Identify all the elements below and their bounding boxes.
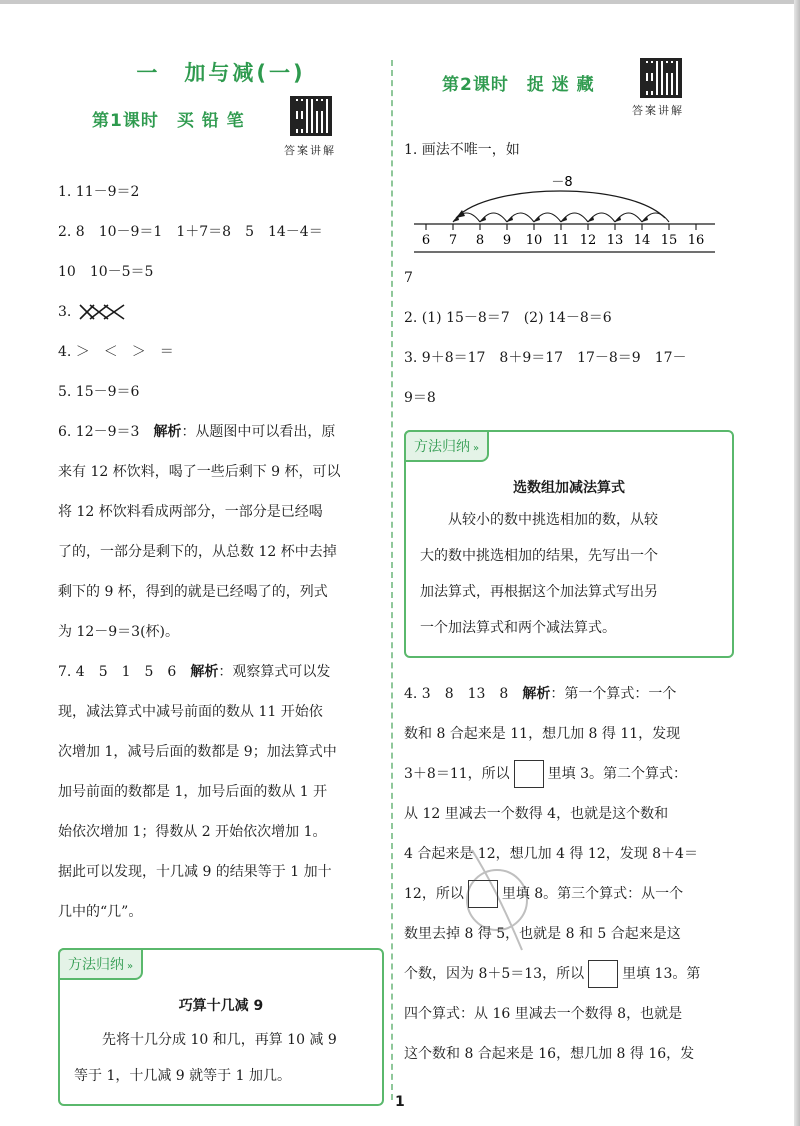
method-box-right	[404, 430, 734, 658]
answer-4-text: 里填 3。第二个算式：	[547, 766, 687, 782]
answer-7-text: 几中的“几”。	[58, 904, 143, 920]
tick-label: 11	[552, 233, 570, 248]
method-text: 先将十几分成 10 和几，再算 10 减 9	[102, 1032, 337, 1048]
hop-arrowhead	[453, 216, 459, 222]
answer-7	[58, 652, 384, 932]
lesson-header	[58, 94, 384, 172]
answer-4-text: 数里去掉 8 得 5，也就是 8 和 5 合起来是这	[404, 926, 681, 942]
method-text: 加法算式，再根据这个加法算式写出另	[420, 584, 658, 600]
answer-3: 3. 9＋8＝17 8＋9＝17 17－8＝9 17－	[404, 350, 687, 366]
qr-code-icon[interactable]	[640, 58, 682, 98]
answer-4-text: 四个算式：从 16 里减去一个数得 8，也就是	[404, 1006, 683, 1022]
hop-arrowhead	[615, 216, 621, 222]
lesson-title: 第2课时 捉 迷 藏	[442, 75, 595, 95]
answer-4-text: 从 12 里减去一个数得 4，也就是这个数和	[404, 806, 669, 822]
answer-7-text: 据此可以发现，十几减 9 的结果等于 1 加十	[58, 864, 332, 880]
tick-label: 10	[525, 233, 543, 248]
lesson-header	[404, 58, 734, 130]
method-title: 选数组加减法算式	[513, 480, 625, 496]
analysis-label: 解析	[153, 424, 182, 440]
answer-1: 1. 11－9＝2	[58, 184, 140, 200]
answer-3-label: 3.	[58, 304, 72, 320]
answer-2: 2. 8 10－9＝1 1＋7＝8 5 14－4＝	[58, 224, 323, 240]
answer-3-cont: 9＝8	[404, 390, 436, 406]
analysis-label: 解析	[190, 664, 219, 680]
page-right-edge	[794, 0, 800, 1126]
answer-4-text: 个数，因为 8＋5＝13，所以	[404, 966, 585, 982]
answer-6-text: 剩下的 9 杯，得到的就是已经喝了的，列式	[58, 584, 328, 600]
page-number: 1	[395, 1094, 405, 1110]
answer-2-cont: 10 10－5＝5	[58, 264, 154, 280]
tick-label: 16	[687, 233, 705, 248]
watermark-stamp	[462, 830, 532, 970]
answer-4-text: 3＋8＝11，所以	[404, 766, 510, 782]
answer-6-text: 了的，一部分是剩下的，从总数 12 杯中去掉	[58, 544, 337, 560]
answer-4-head: 4. 3 8 13 8	[404, 686, 509, 702]
tick-label: 8	[475, 233, 485, 248]
method-title: 巧算十几减 9	[178, 998, 264, 1014]
answer-6-text: 来有 12 杯饮料，喝了一些后剩下 9 杯，可以	[58, 464, 341, 480]
tick-label: 12	[579, 233, 597, 248]
tick-label: 7	[448, 233, 458, 248]
blank-box	[514, 760, 544, 788]
right-column	[404, 58, 734, 1074]
answer-4-text: 数和 8 合起来是 11，想几加 8 得 11，发现	[404, 726, 681, 742]
qr-caption: 答案讲解	[284, 144, 336, 157]
unit-title: 一 加与减(一)	[136, 61, 306, 85]
double-arrow-icon: »	[473, 443, 480, 454]
hop-arrowhead	[534, 216, 540, 222]
method-tag	[58, 948, 143, 980]
tick-label: 6	[421, 233, 431, 248]
method-text: 一个加法算式和两个减法算式。	[420, 620, 616, 636]
answer-4: 4. ＞ ＜ ＞ ＝	[58, 344, 174, 360]
answer-7-text: 加号前面的数都是 1，加号后面的数从 1 开	[58, 784, 328, 800]
answer-7-text: 次增加 1，减号后面的数都是 9；加法算式中	[58, 744, 337, 760]
jump-label: －8	[551, 175, 573, 190]
answer-6	[58, 412, 384, 652]
left-column	[58, 58, 384, 1106]
number-line	[410, 174, 734, 264]
tick-label: 14	[633, 233, 651, 248]
answer-6-text: 为 12－9＝3(杯)。	[58, 624, 180, 640]
answer-6-head: 6. 12－9＝3	[58, 424, 140, 440]
answer-7-head: 7. 4 5 1 5 6	[58, 664, 177, 680]
answer-7-text: 现，减法算式中减号前面的数从 11 开始依	[58, 704, 323, 720]
answer-5: 5. 15－9＝6	[58, 384, 140, 400]
method-text: 等于 1，十几减 9 就等于 1 加几。	[74, 1068, 291, 1084]
blank-box	[588, 960, 618, 988]
method-box-left	[58, 948, 384, 1106]
method-text: 大的数中挑选相加的结果，先写出一个	[420, 548, 658, 564]
double-arrow-icon: »	[127, 961, 134, 972]
answer-4-text: 里填 13。第	[622, 966, 701, 982]
answer-3	[58, 292, 384, 332]
answer-6-text: ：从题图中可以看出，原	[181, 424, 336, 440]
method-tag-label: 方法归纳	[68, 957, 124, 973]
number-line-figure	[410, 174, 720, 266]
lesson-title: 第1课时 买 铅 笔	[92, 111, 245, 131]
column-divider	[391, 60, 393, 1100]
answer-7-text: ：观察算式可以发	[218, 664, 331, 680]
page-top-edge	[0, 0, 800, 4]
answer-1: 1. 画法不唯一，如	[404, 142, 520, 158]
qr-caption: 答案讲解	[632, 104, 684, 117]
answer-4-text: 12，所以	[404, 886, 464, 902]
answer-4	[404, 674, 734, 1074]
hop-arrowhead	[507, 216, 513, 222]
tick-label: 9	[502, 233, 512, 248]
hop-arrowhead	[588, 216, 594, 222]
analysis-label: 解析	[522, 686, 551, 702]
answer-2: 2. (1) 15－8＝7 (2) 14－8＝6	[404, 310, 612, 326]
hop-arrowhead	[480, 216, 486, 222]
crossed-lines-icon	[78, 303, 128, 321]
answer-1-result: 7	[404, 270, 413, 286]
hop-arrowhead	[561, 216, 567, 222]
answer-7-text: 始依次增加 1；得数从 2 开始依次增加 1。	[58, 824, 327, 840]
hop-arrowhead	[642, 216, 648, 222]
qr-code-icon[interactable]	[290, 96, 332, 136]
method-tag-label: 方法归纳	[414, 439, 470, 455]
tick-label: 15	[660, 233, 678, 248]
answer-6-text: 将 12 杯饮料看成两部分，一部分是已经喝	[58, 504, 323, 520]
answer-4-text: 这个数和 8 合起来是 16，想几加 8 得 16，发	[404, 1046, 695, 1062]
answer-4-text: ：第一个算式：一个	[550, 686, 677, 702]
method-tag	[404, 430, 489, 462]
method-text: 从较小的数中挑选相加的数，从较	[448, 512, 658, 528]
answer-4-text: 里填 8。第三个算式：从一个	[501, 886, 684, 902]
answer-4-text: 4 合起来是 12，想几加 4 得 12，发现 8＋4＝	[404, 846, 698, 862]
tick-label: 13	[606, 233, 624, 248]
